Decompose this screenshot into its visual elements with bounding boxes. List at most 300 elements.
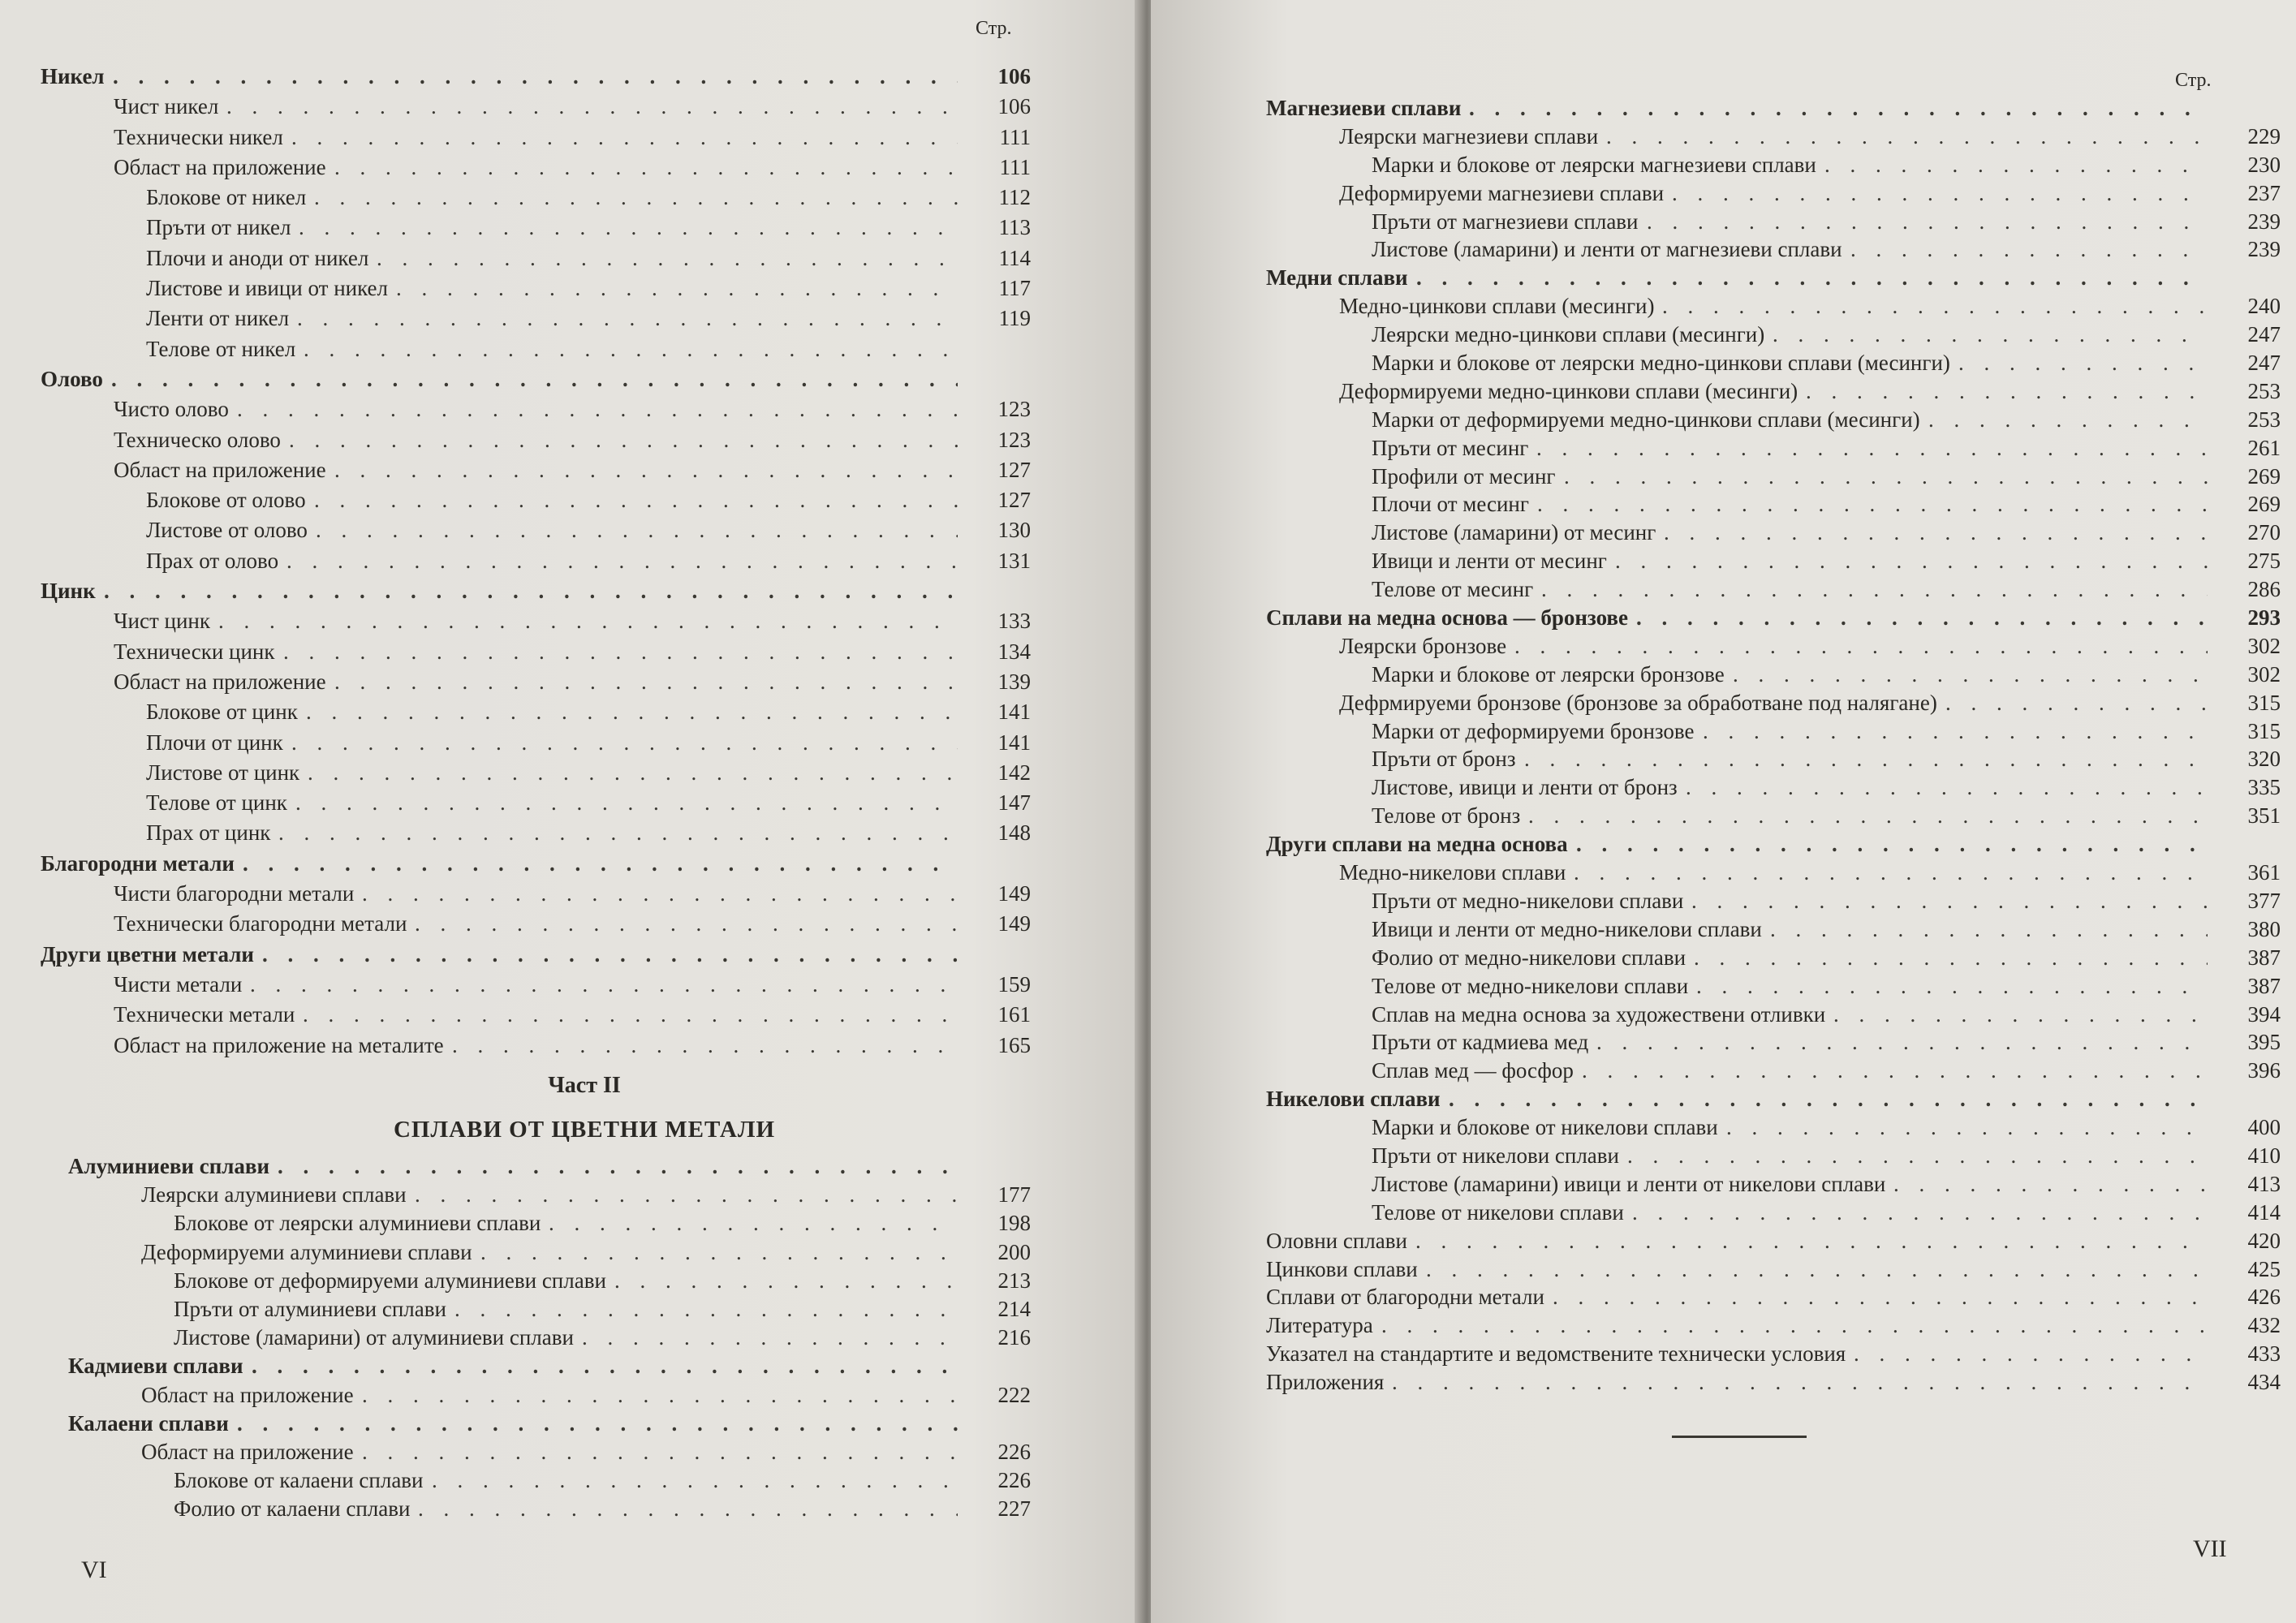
toc-entry-label: Технически благородни метали — [114, 911, 407, 936]
toc-entry — [68, 1352, 1047, 1380]
toc-entry — [68, 1495, 1047, 1523]
toc-entry-label: Листове (ламарини) от алуминиеви сплави — [174, 1325, 574, 1350]
toc-entry — [1266, 292, 2281, 321]
toc-entry-label: Телове от бронз — [1372, 803, 1521, 829]
toc-page-number: 226 — [997, 1468, 1031, 1493]
dot-leader — [480, 1238, 958, 1267]
toc-entry — [68, 1295, 1047, 1324]
toc-entry — [1266, 321, 2281, 349]
toc-entry — [41, 62, 1047, 92]
toc-section-heading: Кадмиеви сплави — [68, 1354, 243, 1379]
dot-leader — [1449, 1085, 2208, 1113]
toc-entry — [1266, 1340, 2281, 1368]
toc-page-number: 396 — [2247, 1058, 2281, 1083]
toc-page-number: 148 — [997, 820, 1031, 846]
toc-entry-label: Марки и блокове от никелови сплави — [1372, 1115, 1718, 1140]
toc-entry-label: Чисти метали — [114, 971, 243, 997]
dot-leader — [308, 758, 958, 788]
toc-page-number: 380 — [2247, 916, 2281, 941]
toc-entry — [1266, 1028, 2281, 1057]
page-number: VI — [81, 1556, 107, 1583]
dot-leader — [1553, 1283, 2208, 1311]
toc-entry-label: Фолио от медно-никелови сплави — [1372, 945, 1686, 970]
dot-leader — [1662, 292, 2208, 321]
toc-entry — [1266, 859, 2281, 887]
dot-leader — [1596, 1028, 2208, 1057]
toc-entry — [41, 970, 1047, 1000]
toc-entry-label: Листове (ламарини) ивици и ленти от никелови сплави — [1372, 1171, 1886, 1196]
toc-page-number: 214 — [997, 1296, 1031, 1321]
toc-entry-label: Пръти от медно-никелови сплави — [1372, 888, 1684, 913]
dot-leader — [582, 1324, 958, 1352]
toc-entry — [1266, 208, 2281, 236]
toc-entry-label: Плочи от цинк — [146, 730, 283, 755]
dot-leader — [1606, 123, 2208, 151]
dot-leader — [1928, 406, 2208, 434]
toc-page-number: 420 — [2247, 1228, 2281, 1253]
dot-leader — [1636, 604, 2208, 632]
toc-entry — [41, 515, 1047, 545]
toc-page-number: 239 — [2247, 209, 2281, 234]
dot-leader — [1415, 1227, 2208, 1255]
toc-page-number: 112 — [998, 185, 1031, 210]
dot-leader — [218, 606, 958, 636]
dot-leader — [250, 970, 958, 1000]
dot-leader — [396, 273, 958, 304]
toc-page-number: 127 — [997, 488, 1031, 513]
toc-entry-label: Листове от олово — [146, 518, 308, 543]
dot-leader — [334, 153, 958, 183]
dot-leader — [113, 62, 958, 92]
dot-leader — [1541, 575, 2208, 604]
left-page — [0, 0, 1143, 1623]
toc-entry — [1266, 915, 2281, 944]
toc-entry — [1266, 1001, 2281, 1029]
toc-page-number: 134 — [997, 639, 1031, 664]
dot-leader — [1582, 1057, 2208, 1085]
dot-leader — [291, 123, 958, 153]
toc-entry — [1266, 717, 2281, 746]
toc-page-number: 434 — [2247, 1370, 2281, 1395]
toc-entry-label: Сплав на медна основа за художествени отливки — [1372, 1001, 1826, 1027]
toc-page-number: 315 — [2247, 690, 2281, 715]
toc-entry-label: Марки и блокове от леярски магнезиеви сплави — [1372, 152, 1816, 177]
dot-leader — [1576, 830, 2208, 859]
toc-entry-label: Фолио от калаени сплави — [174, 1496, 411, 1522]
toc-entry — [41, 394, 1047, 424]
toc-list-right — [1266, 94, 2281, 1397]
dot-leader — [1945, 689, 2208, 717]
toc-section-heading: Други сплави на медна основа — [1266, 832, 1568, 857]
toc-entry-label: Сплави от благородни метали — [1266, 1285, 1544, 1310]
toc-page-number: 247 — [2247, 351, 2281, 376]
toc-entry — [41, 485, 1047, 515]
toc-entry — [68, 1324, 1047, 1352]
toc-page-number: 114 — [998, 245, 1031, 270]
toc-entry-label: Телове от медно-никелови сплави — [1372, 973, 1689, 998]
toc-entry-label: Листове (ламарини) и ленти от магнезиеви сплави — [1372, 237, 1842, 262]
dot-leader — [286, 546, 958, 576]
toc-page-number: 395 — [2247, 1030, 2281, 1055]
toc-section-heading: Медни сплави — [1266, 265, 1408, 291]
toc-entry — [1266, 235, 2281, 264]
toc-entry-label: Ленти от никел — [146, 306, 290, 331]
toc-section-heading: Други цветни метали — [41, 941, 254, 966]
dot-leader — [1528, 802, 2208, 830]
dot-leader — [415, 1181, 958, 1209]
dot-leader — [1958, 349, 2208, 377]
toc-entry — [1266, 944, 2281, 972]
toc-page-number: 142 — [997, 760, 1031, 785]
toc-entry — [1266, 1142, 2281, 1170]
toc-entry — [1266, 972, 2281, 1001]
dot-leader — [104, 576, 958, 606]
toc-section-heading: Благородни метали — [41, 850, 235, 876]
toc-entry — [1266, 434, 2281, 463]
toc-entry — [1266, 575, 2281, 604]
toc-entry — [41, 153, 1047, 183]
toc-entry — [41, 213, 1047, 243]
right-page — [1151, 0, 2296, 1623]
toc-entry — [1266, 1368, 2281, 1397]
toc-page-number: 227 — [997, 1496, 1031, 1522]
toc-entry — [41, 123, 1047, 153]
toc-entry-label: Блокове от олово — [146, 488, 306, 513]
toc-entry-label: Технически никел — [114, 124, 283, 149]
toc-entry — [1266, 802, 2281, 830]
toc-entry-label: Чист цинк — [114, 609, 210, 634]
toc-entry — [1266, 887, 2281, 915]
dot-leader — [1733, 661, 2208, 689]
toc-list-left — [41, 62, 1047, 1061]
toc-entry — [41, 606, 1047, 636]
toc-page-number: 131 — [997, 548, 1031, 573]
toc-page-number: 130 — [997, 518, 1031, 543]
toc-entry — [41, 455, 1047, 485]
toc-page-number: 149 — [997, 881, 1031, 906]
toc-page-number: 253 — [2247, 407, 2281, 432]
toc-entry — [1266, 406, 2281, 434]
toc-entry-label: Литература — [1266, 1313, 1373, 1338]
page-number: VII — [2193, 1535, 2227, 1562]
toc-entry-label: Листове и ивици от никел — [146, 276, 389, 301]
toc-entry-label: Листове, ивици и ленти от бронз — [1372, 775, 1678, 800]
dot-leader — [1416, 264, 2208, 292]
toc-page-number: 335 — [2247, 775, 2281, 800]
toc-entry — [41, 697, 1047, 727]
toc-page-number: 198 — [997, 1211, 1031, 1236]
toc-page-number: 159 — [997, 971, 1031, 997]
toc-entry-label: Медно-никелови сплави — [1339, 860, 1566, 885]
part-label: Част II — [548, 1073, 621, 1098]
toc-page-number: 123 — [997, 397, 1031, 422]
toc-entry-label: Дефрмируеми бронзове (бронзове за обработване под налягане) — [1339, 690, 1937, 715]
toc-entry — [41, 334, 1047, 364]
toc-entry-label: Чисто олово — [114, 397, 229, 422]
toc-page-number: 286 — [2247, 577, 2281, 602]
toc-page-number: 413 — [2247, 1171, 2281, 1196]
toc-entry-label: Ивици и ленти от месинг — [1372, 549, 1607, 574]
dot-leader — [1694, 944, 2208, 972]
toc-page-number: 237 — [2247, 180, 2281, 205]
dot-leader — [226, 92, 958, 122]
toc-entry-label: Пръти от никел — [146, 215, 291, 240]
toc-page-number: 269 — [2247, 492, 2281, 517]
toc-entry — [1266, 377, 2281, 406]
dot-leader — [454, 1295, 958, 1324]
toc-entry — [1266, 1311, 2281, 1340]
dot-leader — [1615, 547, 2208, 575]
toc-page-number: 139 — [997, 669, 1031, 694]
toc-entry-label: Указател на стандартите и ведомствените технически условия — [1266, 1341, 1846, 1367]
dot-leader — [1833, 1001, 2208, 1029]
toc-entry — [1266, 349, 2281, 377]
toc-entry-label: Технически метали — [114, 1002, 295, 1027]
toc-entry-label: Технически цинк — [114, 639, 275, 664]
toc-entry — [68, 1209, 1047, 1238]
dot-leader — [1524, 745, 2208, 773]
dot-leader — [614, 1267, 958, 1295]
toc-page-number: 213 — [997, 1268, 1031, 1293]
toc-page-number: 111 — [999, 124, 1031, 149]
dot-leader — [377, 243, 958, 273]
toc-entry — [1266, 547, 2281, 575]
toc-entry-label: Чист никел — [114, 94, 219, 119]
toc-entry-label: Леярски алуминиеви сплави — [141, 1182, 407, 1208]
dot-leader — [1703, 717, 2208, 746]
dot-leader — [306, 697, 958, 727]
toc-page-number: 261 — [2247, 435, 2281, 460]
toc-page-number: 426 — [2247, 1285, 2281, 1310]
toc-entry-label: Блокове от калаени сплави — [174, 1468, 424, 1493]
dot-leader — [1850, 235, 2208, 264]
toc-entry — [41, 1000, 1047, 1030]
toc-entry — [68, 1238, 1047, 1267]
dot-leader — [297, 304, 958, 334]
toc-entry — [1266, 264, 2240, 292]
toc-entry — [1266, 1113, 2281, 1142]
toc-entry — [1266, 179, 2281, 208]
toc-page-number: 361 — [2247, 860, 2281, 885]
page-column-header: Стр. — [976, 18, 1012, 39]
dot-leader — [362, 879, 958, 909]
toc-page-number: 351 — [2247, 803, 2281, 829]
toc-entry-label: Техническо олово — [114, 427, 281, 452]
toc-entry — [41, 183, 1047, 213]
dot-leader — [432, 1466, 958, 1495]
toc-entry — [41, 546, 1047, 576]
toc-entry-label: Телове от никелови сплави — [1372, 1199, 1624, 1225]
toc-section-heading: Никелови сплави — [1266, 1087, 1441, 1112]
end-rule — [1672, 1436, 1807, 1438]
toc-entry-label: Област на приложение на металите — [114, 1032, 444, 1057]
toc-entry — [41, 243, 1047, 273]
toc-entry — [41, 909, 1047, 939]
toc-entry — [1266, 490, 2281, 519]
toc-entry-label: Прах от цинк — [146, 820, 271, 846]
toc-page-number: 315 — [2247, 718, 2281, 743]
toc-entry — [68, 1438, 1047, 1466]
toc-entry — [1266, 1283, 2281, 1311]
toc-entry — [1266, 661, 2281, 689]
toc-entry-label: Деформируеми медно-цинкови сплави (месинги) — [1339, 378, 1798, 403]
toc-entry-label: Леярски бронзове — [1339, 633, 1507, 658]
dot-leader — [362, 1381, 958, 1410]
toc-entry — [1266, 632, 2281, 661]
toc-page-number: 127 — [997, 457, 1031, 482]
toc-entry — [1266, 123, 2281, 151]
toc-entry — [1266, 830, 2240, 859]
toc-page-number: 222 — [997, 1382, 1031, 1407]
toc-page-number: 229 — [2247, 123, 2281, 149]
dot-leader — [262, 940, 958, 970]
toc-entry — [41, 940, 1047, 970]
dot-leader — [1381, 1311, 2208, 1340]
toc-page-number: 230 — [2247, 152, 2281, 177]
toc-entry — [41, 849, 1047, 879]
toc-entry-label: Област на приложение — [114, 669, 326, 694]
toc-entry — [41, 273, 1047, 304]
toc-section-heading: Магнезиеви сплави — [1266, 96, 1462, 120]
toc-entry-label: Пръти от месинг — [1372, 435, 1529, 460]
toc-entry-label: Пръти от алуминиеви сплави — [174, 1296, 446, 1321]
toc-entry-label: Плочи и аноди от никел — [146, 245, 369, 270]
dot-leader — [1469, 94, 2208, 123]
toc-entry-label: Блокове от никел — [146, 185, 307, 210]
toc-section-heading: Цинк — [41, 579, 96, 604]
toc-list-left-part2 — [68, 1152, 1047, 1523]
toc-page-number: 106 — [997, 64, 1031, 88]
dot-leader — [278, 1152, 958, 1181]
toc-page-number: 161 — [997, 1002, 1031, 1027]
dot-leader — [1574, 859, 2208, 887]
toc-entry-label: Телове от месинг — [1372, 577, 1534, 602]
toc-page-number: 200 — [997, 1239, 1031, 1264]
toc-page-number: 111 — [999, 154, 1031, 179]
toc-entry-label: Марки и блокове от леярски бронзове — [1372, 661, 1725, 687]
dot-leader — [289, 425, 958, 455]
toc-entry-label: Телове от цинк — [146, 790, 287, 816]
toc-page-number: 247 — [2247, 322, 2281, 347]
toc-entry-label: Листове от цинк — [146, 760, 300, 785]
toc-entry-label: Ивици и ленти от медно-никелови сплави — [1372, 916, 1762, 941]
toc-entry-label: Пръти от магнезиеви сплави — [1372, 209, 1639, 234]
dot-leader — [295, 788, 958, 818]
dot-leader — [316, 515, 958, 545]
toc-entry — [41, 364, 1047, 394]
toc-entry — [41, 304, 1047, 334]
toc-entry — [1266, 689, 2281, 717]
toc-entry-label: Област на приложение — [114, 154, 326, 179]
dot-leader — [1773, 321, 2208, 349]
toc-entry-label: Област на приложение — [114, 457, 326, 482]
toc-entry — [41, 879, 1047, 909]
toc-page-number: 226 — [997, 1439, 1031, 1464]
dot-leader — [1536, 434, 2208, 463]
toc-entry — [41, 788, 1047, 818]
dot-leader — [549, 1209, 958, 1238]
toc-entry-label: Листове (ламарини) от месинг — [1372, 520, 1656, 545]
toc-page-number: 302 — [2247, 633, 2281, 658]
toc-entry — [1266, 745, 2281, 773]
toc-entry-label: Приложения — [1266, 1370, 1385, 1395]
toc-entry — [68, 1152, 1047, 1181]
toc-page-number: 433 — [2247, 1341, 2281, 1367]
toc-page-number: 400 — [2247, 1115, 2281, 1140]
dot-leader — [304, 334, 958, 364]
toc-entry — [1266, 519, 2281, 547]
toc-entry-label: Телове от никел — [146, 336, 296, 361]
toc-entry — [41, 667, 1047, 697]
toc-entry — [1266, 1085, 2240, 1113]
toc-page-number: 253 — [2247, 378, 2281, 403]
toc-entry — [41, 425, 1047, 455]
dot-leader — [1426, 1255, 2208, 1284]
dot-leader — [252, 1352, 958, 1380]
dot-leader — [237, 394, 958, 424]
dot-leader — [278, 818, 958, 848]
toc-entry — [1266, 1170, 2281, 1199]
dot-leader — [1691, 887, 2208, 915]
dot-leader — [237, 1410, 958, 1438]
toc-entry-label: Област на приложение — [141, 1382, 354, 1407]
toc-page-number: 293 — [2247, 605, 2281, 631]
dot-leader — [362, 1438, 958, 1466]
toc-entry-label: Блокове от деформируеми алуминиеви сплави — [174, 1268, 606, 1293]
toc-entry-label: Сплав мед — фосфор — [1372, 1058, 1574, 1083]
dot-leader — [291, 728, 958, 758]
toc-entry — [68, 1410, 1047, 1438]
toc-section-heading: Алуминиеви сплави — [68, 1154, 270, 1178]
dot-leader — [1514, 632, 2208, 661]
toc-page-number: 320 — [2247, 747, 2281, 772]
dot-leader — [334, 667, 958, 697]
toc-page-number: 387 — [2247, 945, 2281, 970]
toc-entry-label: Плочи от месинг — [1372, 492, 1529, 517]
toc-entry — [68, 1181, 1047, 1209]
toc-entry-label: Марки от деформируеми медно-цинкови сплави (месинги) — [1372, 407, 1920, 432]
toc-page-number: 177 — [997, 1182, 1031, 1208]
toc-page-number: 394 — [2247, 1001, 2281, 1027]
part-title: СПЛАВИ ОТ ЦВЕТНИ МЕТАЛИ — [393, 1117, 776, 1143]
dot-leader — [1893, 1170, 2208, 1199]
dot-leader — [1627, 1142, 2208, 1170]
toc-page-number: 275 — [2247, 549, 2281, 574]
toc-entry — [41, 637, 1047, 667]
toc-page-number: 425 — [2247, 1256, 2281, 1281]
toc-entry-label: Деформируеми магнезиеви сплави — [1339, 180, 1665, 205]
dot-leader — [303, 1000, 958, 1030]
toc-entry — [1266, 94, 2240, 123]
toc-page-number: 216 — [997, 1325, 1031, 1350]
toc-entry-label: Блокове от цинк — [146, 700, 298, 725]
toc-page-number: 141 — [997, 700, 1031, 725]
dot-leader — [1392, 1368, 2208, 1397]
toc-page-number: 414 — [2247, 1199, 2281, 1225]
toc-entry — [41, 1031, 1047, 1061]
dot-leader — [1686, 773, 2208, 802]
toc-page-number: 149 — [997, 911, 1031, 936]
toc-entry-label: Леярски медно-цинкови сплави (месинги) — [1372, 322, 1765, 347]
dot-leader — [1806, 377, 2208, 406]
dot-leader — [299, 213, 958, 243]
toc-entry-label: Прах от олово — [146, 548, 279, 573]
toc-page-number: 141 — [997, 730, 1031, 755]
dot-leader — [1672, 179, 2208, 208]
page-column-header: Стр. — [2175, 70, 2212, 91]
toc-section-heading: Олово — [41, 366, 103, 391]
toc-entry-label: Цинкови сплави — [1266, 1256, 1418, 1281]
